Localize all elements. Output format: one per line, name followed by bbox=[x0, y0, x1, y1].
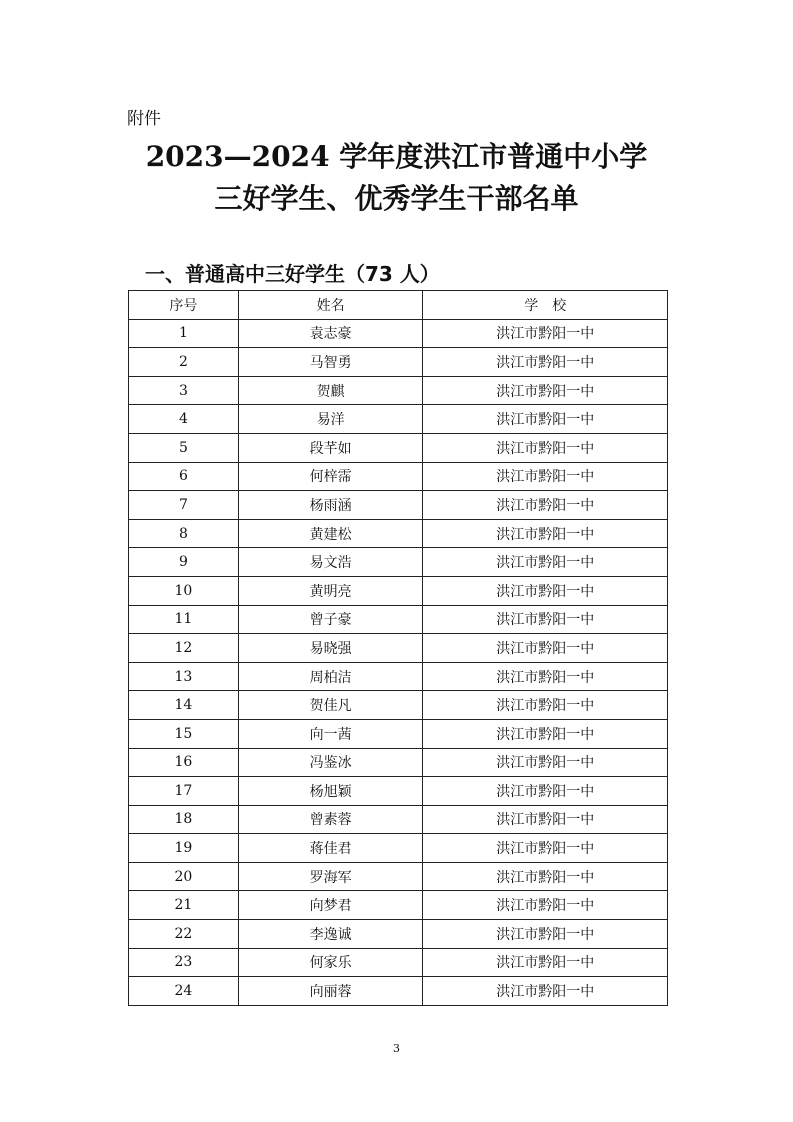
cell-number: 10 bbox=[129, 576, 239, 605]
cell-name: 黄建松 bbox=[238, 519, 423, 548]
table-row bbox=[129, 834, 668, 863]
cell-name: 何家乐 bbox=[238, 948, 423, 977]
cell-number: 19 bbox=[129, 834, 239, 863]
cell-number: 18 bbox=[129, 805, 239, 834]
cell-school: 洪江市黔阳一中 bbox=[423, 805, 668, 834]
cell-school: 洪江市黔阳一中 bbox=[423, 634, 668, 663]
table-row bbox=[129, 348, 668, 377]
cell-name: 何梓霈 bbox=[238, 462, 423, 491]
cell-school: 洪江市黔阳一中 bbox=[423, 519, 668, 548]
cell-school: 洪江市黔阳一中 bbox=[423, 719, 668, 748]
cell-number: 6 bbox=[129, 462, 239, 491]
cell-name: 杨雨涵 bbox=[238, 491, 423, 520]
cell-name: 杨旭颖 bbox=[238, 777, 423, 806]
cell-school: 洪江市黔阳一中 bbox=[423, 491, 668, 520]
cell-number: 2 bbox=[129, 348, 239, 377]
cell-name: 蒋佳君 bbox=[238, 834, 423, 863]
cell-school: 洪江市黔阳一中 bbox=[423, 691, 668, 720]
cell-school: 洪江市黔阳一中 bbox=[423, 920, 668, 949]
cell-number: 7 bbox=[129, 491, 239, 520]
cell-number: 9 bbox=[129, 548, 239, 577]
table-row bbox=[129, 891, 668, 920]
document-title-line2: 三好学生、优秀学生干部名单 bbox=[214, 182, 579, 215]
cell-number: 17 bbox=[129, 777, 239, 806]
cell-number: 3 bbox=[129, 376, 239, 405]
cell-name: 向丽蓉 bbox=[238, 977, 423, 1006]
cell-name: 罗海军 bbox=[238, 862, 423, 891]
header-name: 姓名 bbox=[238, 291, 423, 320]
cell-name: 向一茜 bbox=[238, 719, 423, 748]
table-row bbox=[129, 719, 668, 748]
cell-name: 黄明亮 bbox=[238, 576, 423, 605]
table-row bbox=[129, 319, 668, 348]
cell-number: 15 bbox=[129, 719, 239, 748]
cell-name: 易洋 bbox=[238, 405, 423, 434]
table-row bbox=[129, 462, 668, 491]
cell-school: 洪江市黔阳一中 bbox=[423, 462, 668, 491]
table-row bbox=[129, 691, 668, 720]
cell-name: 贺佳凡 bbox=[238, 691, 423, 720]
table-row bbox=[129, 433, 668, 462]
cell-school: 洪江市黔阳一中 bbox=[423, 891, 668, 920]
cell-number: 22 bbox=[129, 920, 239, 949]
header-school: 学 校 bbox=[423, 291, 668, 320]
cell-name: 冯鉴冰 bbox=[238, 748, 423, 777]
student-list-table bbox=[128, 290, 668, 1006]
document-title-line1: 2023—2024 学年度洪江市普通中小学 bbox=[145, 140, 648, 173]
cell-number: 4 bbox=[129, 405, 239, 434]
cell-school: 洪江市黔阳一中 bbox=[423, 433, 668, 462]
table-row bbox=[129, 977, 668, 1006]
table-header-row bbox=[129, 291, 668, 320]
cell-school: 洪江市黔阳一中 bbox=[423, 405, 668, 434]
cell-school: 洪江市黔阳一中 bbox=[423, 348, 668, 377]
cell-number: 13 bbox=[129, 662, 239, 691]
cell-number: 20 bbox=[129, 862, 239, 891]
cell-school: 洪江市黔阳一中 bbox=[423, 319, 668, 348]
cell-name: 曾素蓉 bbox=[238, 805, 423, 834]
cell-name: 马智勇 bbox=[238, 348, 423, 377]
cell-number: 24 bbox=[129, 977, 239, 1006]
cell-school: 洪江市黔阳一中 bbox=[423, 777, 668, 806]
cell-number: 8 bbox=[129, 519, 239, 548]
table-row bbox=[129, 662, 668, 691]
cell-school: 洪江市黔阳一中 bbox=[423, 376, 668, 405]
cell-number: 23 bbox=[129, 948, 239, 977]
header-number: 序号 bbox=[129, 291, 239, 320]
cell-number: 11 bbox=[129, 605, 239, 634]
table-row bbox=[129, 405, 668, 434]
cell-name: 段芊如 bbox=[238, 433, 423, 462]
table-row bbox=[129, 805, 668, 834]
table-row bbox=[129, 634, 668, 663]
table-row bbox=[129, 748, 668, 777]
attachment-label: 附件 bbox=[127, 109, 161, 129]
table-row bbox=[129, 605, 668, 634]
cell-school: 洪江市黔阳一中 bbox=[423, 834, 668, 863]
table-row bbox=[129, 576, 668, 605]
table-row bbox=[129, 548, 668, 577]
page-number: 3 bbox=[393, 1042, 400, 1055]
table-body bbox=[129, 319, 668, 1005]
table-row bbox=[129, 948, 668, 977]
cell-school: 洪江市黔阳一中 bbox=[423, 605, 668, 634]
cell-school: 洪江市黔阳一中 bbox=[423, 977, 668, 1006]
table-row bbox=[129, 491, 668, 520]
table-row bbox=[129, 862, 668, 891]
cell-school: 洪江市黔阳一中 bbox=[423, 662, 668, 691]
table-row bbox=[129, 376, 668, 405]
cell-name: 曾子豪 bbox=[238, 605, 423, 634]
cell-number: 16 bbox=[129, 748, 239, 777]
cell-number: 12 bbox=[129, 634, 239, 663]
cell-school: 洪江市黔阳一中 bbox=[423, 548, 668, 577]
cell-name: 周柏洁 bbox=[238, 662, 423, 691]
cell-number: 14 bbox=[129, 691, 239, 720]
table-row bbox=[129, 519, 668, 548]
table-row bbox=[129, 777, 668, 806]
cell-school: 洪江市黔阳一中 bbox=[423, 748, 668, 777]
cell-name: 向梦君 bbox=[238, 891, 423, 920]
cell-name: 易晓强 bbox=[238, 634, 423, 663]
cell-number: 5 bbox=[129, 433, 239, 462]
cell-number: 1 bbox=[129, 319, 239, 348]
cell-name: 李逸诚 bbox=[238, 920, 423, 949]
table-row bbox=[129, 920, 668, 949]
cell-number: 21 bbox=[129, 891, 239, 920]
cell-school: 洪江市黔阳一中 bbox=[423, 948, 668, 977]
cell-name: 贺麒 bbox=[238, 376, 423, 405]
section-heading: 一、普通高中三好学生（73 人） bbox=[145, 262, 440, 286]
cell-school: 洪江市黔阳一中 bbox=[423, 576, 668, 605]
cell-school: 洪江市黔阳一中 bbox=[423, 862, 668, 891]
cell-name: 袁志豪 bbox=[238, 319, 423, 348]
cell-name: 易文浩 bbox=[238, 548, 423, 577]
